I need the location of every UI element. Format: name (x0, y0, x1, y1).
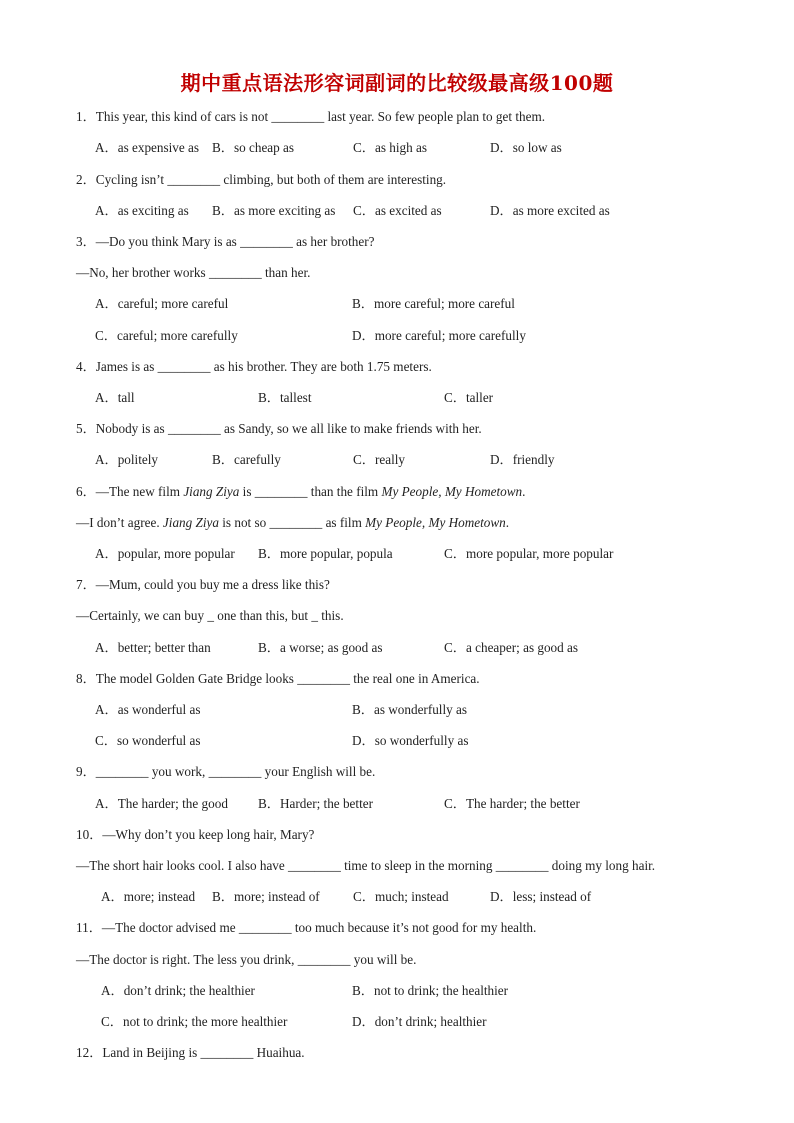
q3-option-b: B．more careful; more careful (352, 296, 515, 311)
question-7-stem-2: —Certainly, we can buy _ one than this, but _ this. (76, 608, 344, 623)
question-4-stem: 4．James is as ________ as his brother. They are both 1.75 meters. (76, 359, 432, 374)
question-7-stem: 7．—Mum, could you buy me a dress like this? (76, 577, 330, 592)
question-9-stem: 9．________ you work, ________ your English will be. (76, 764, 376, 779)
q4-option-c: C．taller (444, 390, 494, 405)
q6b-stem-post: . (505, 515, 510, 530)
q6-option-b: B．more popular, popula (258, 546, 393, 561)
question-10-stem: 10．—Why don’t you keep long hair, Mary? (76, 827, 315, 842)
question-1-stem: 1．This year, this kind of cars is not ________ last year. So few people plan to get them. (76, 109, 546, 124)
q6-option-a: A．popular, more popular (95, 546, 235, 561)
q6-stem-mid: is ________ than the film (239, 484, 382, 499)
q8-option-b: B．as wonderfully as (352, 702, 468, 717)
q1-option-b: B．so cheap as (212, 140, 295, 155)
q5-option-a: A．politely (95, 452, 159, 467)
q6-stem-post: . (522, 484, 526, 499)
q6b-film-title-1: Jiang Ziya (162, 515, 219, 530)
q6-stem-pre: 6．—The new film (76, 484, 184, 499)
q10-option-c: C．much; instead (353, 889, 449, 904)
q11-option-c: C．not to drink; the more healthier (101, 1014, 288, 1029)
q11-option-a: A．don’t drink; the healthier (101, 983, 255, 998)
q9-option-c: C．The harder; the better (444, 796, 580, 811)
question-8-stem: 8．The model Golden Gate Bridge looks ________ the real one in America. (76, 671, 480, 686)
q2-option-b: B．as more exciting as (212, 203, 336, 218)
question-6-stem-2 (76, 514, 509, 532)
question-3-stem-2: —No, her brother works ________ than her. (76, 265, 311, 280)
q3-option-d: D．more careful; more carefully (352, 328, 526, 343)
q10-option-d: D．less; instead of (490, 889, 592, 904)
q6b-film-title-2: My People, My Hometown (365, 515, 506, 530)
q6-option-c: C．more popular, more popular (444, 546, 614, 561)
q10-option-b: B．more; instead of (212, 889, 320, 904)
q1-option-d: D．so low as (490, 140, 562, 155)
q1-option-a: A．as expensive as (95, 140, 200, 155)
question-3-stem: 3．—Do you think Mary is as ________ as her brother? (76, 234, 375, 249)
q7-option-c: C．a cheaper; as good as (444, 640, 579, 655)
q6-film-title-2: My People, My Hometown (381, 484, 523, 499)
q6-film-title-1: Jiang Ziya (183, 484, 240, 499)
question-11-stem-2: —The doctor is right. The less you drink, ________ you will be. (76, 952, 417, 967)
q4-option-b: B．tallest (258, 390, 312, 405)
question-10-stem-2: —The short hair looks cool. I also have ________ time to sleep in the morning ________ doing my long hair. (76, 858, 656, 873)
q9-option-b: B．Harder; the better (258, 796, 373, 811)
q7-option-a: A．better; better than (95, 640, 211, 655)
q4-option-a: A．tall (95, 390, 135, 405)
q9-option-a: A．The harder; the good (95, 796, 228, 811)
q2-option-d: D．as more excited as (490, 203, 610, 218)
q8-option-a: A．as wonderful as (95, 702, 201, 717)
question-12-stem: 12．Land in Beijing is ________ Huaihua. (76, 1045, 305, 1060)
q11-option-b: B．not to drink; the healthier (352, 983, 509, 998)
q5-option-d: D．friendly (490, 452, 555, 467)
question-5-stem: 5．Nobody is as ________ as Sandy, so we all like to make friends with her. (76, 421, 482, 436)
q2-option-c: C．as excited as (353, 203, 442, 218)
q1-option-c: C．as high as (353, 140, 427, 155)
q10-option-a: A．more; instead (101, 889, 196, 904)
q2-option-a: A．as exciting as (95, 203, 189, 218)
question-6-stem (76, 483, 525, 501)
question-11-stem: 11．—The doctor advised me ________ too much because it’s not good for my health. (76, 920, 537, 935)
q5-option-c: C．really (353, 452, 406, 467)
q5-option-b: B．carefully (212, 452, 281, 467)
q8-option-d: D．so wonderfully as (352, 733, 469, 748)
question-2-stem: 2．Cycling isn’t ________ climbing, but both of them are interesting. (76, 172, 447, 187)
q7-option-b: B．a worse; as good as (258, 640, 383, 655)
q6b-stem-pre: —I don’t agree. (76, 515, 163, 530)
q3-option-c: C．careful; more carefully (95, 328, 238, 343)
q3-option-a: A．careful; more careful (95, 296, 229, 311)
q8-option-c: C．so wonderful as (95, 733, 201, 748)
q6b-stem-mid: is not so ________ as film (218, 515, 366, 530)
q11-option-d: D．don’t drink; healthier (352, 1014, 487, 1029)
page-title: 期中重点语法形容词副词的比较级最高级100题 (180, 71, 614, 95)
